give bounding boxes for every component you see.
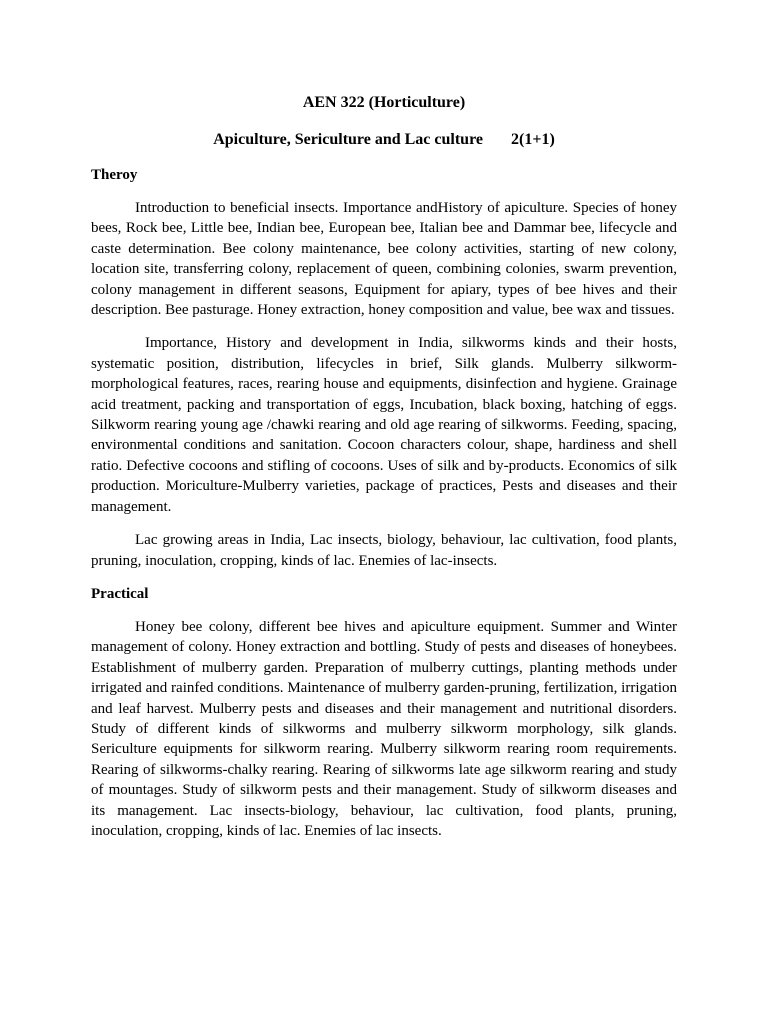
course-credits: 2(1+1) [511,131,555,148]
practical-heading: Practical [91,585,149,602]
theory-heading: Theroy [91,167,138,183]
theory-paragraph-sericulture: Importance, History and development in India, silkworms kinds and their hosts, systematic position, distribution, lifecycles in brief, Silk glands. Mulberry silkworm-morphological features, races, rearing house and equipments, disinfection and hygiene. Grainage acid treatment, packing and transportation of eggs, Incubation, black boxing, hatching of eggs. Silkworm rearing young age /chawki rearing and old age rearing of silkworms. Feeding, spacing, environmental conditions and sanitation. Cocoon characters colour, shape, hardiness and shell ratio. Defective cocoons and stifling of cocoons. Uses of silk and by-products. Economics of silk production. Moriculture-Mulberry varieties, package of practices, Pests and diseases and their management. [91,335,677,515]
course-title-heading [91,129,677,151]
theory-paragraph-apiculture: Introduction to beneficial insects. Importance andHistory of apiculture. Species of honey bees, Rock bee, Little bee, Indian bee, European bee, Italian bee and Dammar bee, lifecycle and caste determination. Bee colony maintenance, bee colony activities, starting of new colony, location site, transferring colony, replacement of queen, combining colonies, swarm prevention, colony management in different seasons, Equipment for apiary, types of bee hives and their description. Bee pasturage. Honey extraction, honey composition and value, bee wax and tissues. [91,200,677,319]
practical-paragraph: Honey bee colony, different bee hives and apiculture equipment. Summer and Winter management of colony. Honey extraction and bottling. Study of pests and diseases of honeybees. Establishment of mulberry garden. Preparation of mulberry cuttings, planting methods under irrigated and rainfed conditions. Maintenance of mulberry garden-pruning, fertilization, irrigation and leaf harvest. Mulberry pests and diseases and their management and nutritional disorders. Study of different kinds of silkworms and mulberry silkworm morphology, silk glands. Sericulture equipments for silkworm rearing. Mulberry silkworm rearing room requirements. Rearing of silkworms-chalky rearing. Rearing of silkworms late age silkworm rearing and study of mountages. Study of silkworm pests and their management. Study of silkworm diseases and its management. Lac insects-biology, behaviour, lac cultivation, food plants, pruning, inoculation, cropping, kinds of lac. Enemies of lac insects. [91,618,677,839]
document-page [91,92,677,854]
course-code-heading: AEN 322 (Horticulture) [302,94,466,111]
course-title-text: Apiculture, Sericulture and Lac culture [213,131,483,148]
theory-paragraph-lac-culture: Lac growing areas in India, Lac insects, biology, behaviour, lac cultivation, food plants, pruning, inoculation, cropping, kinds of lac. Enemies of lac-insects. [91,532,677,569]
